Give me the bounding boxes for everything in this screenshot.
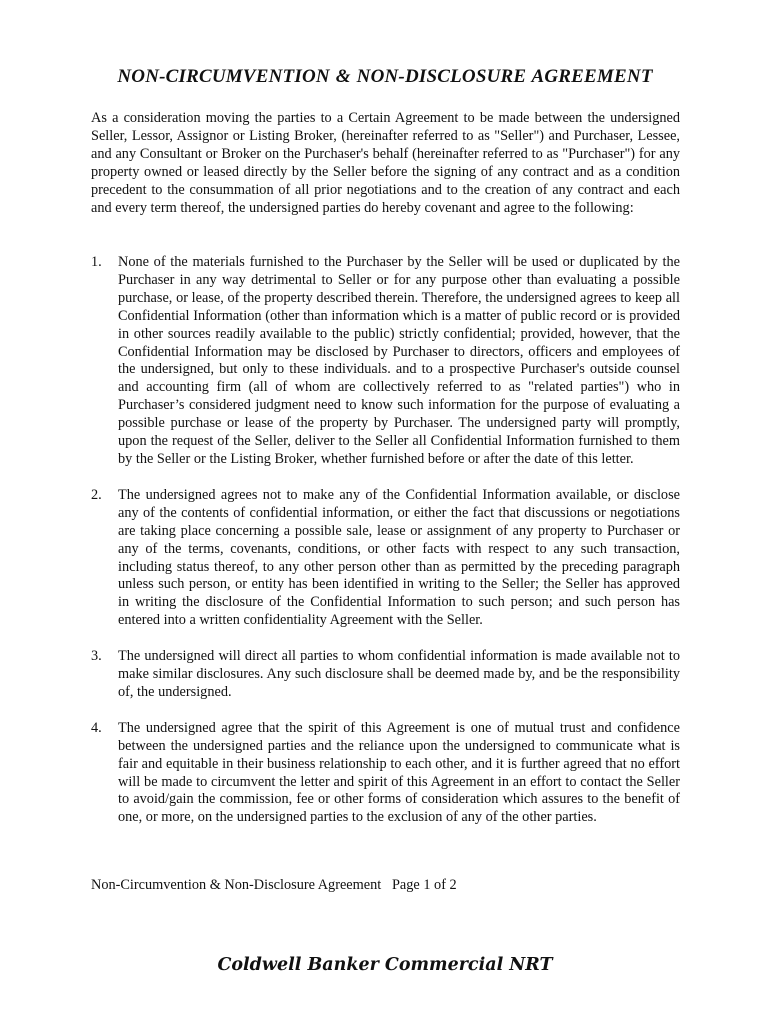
intro-paragraph: As a consideration moving the parties to a Certain Agreement to be made between the undersigned Seller, Lessor, Assignor or Listing Broker, (hereinafter referred to as "Seller") and Purchaser, Lessee, and any Consultant or Broker on the Purchaser's behalf (hereinafter referred to as "Purchaser") for any property owned or leased directly by the Seller before the signing of any contract and as a condition precedent to the consummation of all prior negotiations and to the creation of any contract and each and every term thereof, the undersigned parties do hereby covenant and agree to the following: bbox=[91, 110, 680, 216]
clause-number: 2. bbox=[91, 486, 102, 503]
clause-text: The undersigned agrees not to make any of the Confidential Information available, or disclose any of the contents of confidential information, or either the fact that discussions or negotiations are taking place concerning a possible sale, lease or assignment of any property to Purchaser or any of the terms, covenants, conditions, or other facts with respect to any such transaction, including status thereof, to any other person other than as permitted by the preceding paragraph unless such person, or entity has been identified in writing to the Seller; the Seller has approved in writing the disclosure of the Confidential Information to such person; and such person has entered into a written confidentiality Agreement with the Seller. bbox=[118, 486, 680, 629]
clause-item bbox=[91, 254, 680, 469]
clause-item bbox=[91, 648, 680, 702]
clause-item bbox=[91, 720, 680, 827]
clause-list bbox=[91, 254, 680, 845]
clause-text: None of the materials furnished to the Purchaser by the Seller will be used or duplicated by the Purchaser in any way detrimental to Seller or for any purpose other than evaluating a possible purchase, or lease, of the property described therein. Therefore, the undersigned agrees to keep all Confidential Information (other than information which is a matter of public record or is provided in other sources readily available to the public) strictly confidential; provided, however, that the Confidential Information may be disclosed by Purchaser to directors, officers and employees of the undersigned, but only to these individuals. and to a prospective Purchaser's outside counsel and accounting firm (all of whom are collectively referred to as "related parties") who in Purchaser’s considered judgment need to know such information for the purpose of evaluating a possible purchase or lease of the property by Purchaser. The undersigned party will promptly, upon the request of the Seller, deliver to the Seller all Confidential Information furnished to them by the Seller or the Listing Broker, whether furnished before or after the date of this letter. bbox=[118, 254, 680, 467]
clause-text: The undersigned will direct all parties to whom confidential information is made available not to make similar disclosures. Any such disclosure shall be deemed made by, and be the responsibility of, the undersigned. bbox=[118, 648, 680, 700]
clause-number: 1. bbox=[91, 254, 102, 270]
clause-item bbox=[91, 487, 680, 630]
document-title: NON-CIRCUMVENTION & NON-DISCLOSURE AGREEMENT bbox=[117, 66, 653, 87]
clause-number: 3. bbox=[91, 648, 102, 665]
clause-number: 4. bbox=[91, 719, 102, 736]
company-brand: Coldwell Banker Commercial NRT bbox=[217, 955, 553, 975]
page-footer: Non-Circumvention & Non-Disclosure Agreement Page 1 of 2 bbox=[91, 877, 457, 893]
clause-text: The undersigned agree that the spirit of this Agreement is one of mutual trust and confidence between the undersigned parties and the reliance upon the undersigned to communicate what is fair and equitable in their business relationship to each other, and it is further agreed that no effort will be made to circumvent the letter and spirit of this Agreement in an effort to contact the Seller to avoid/gain the commission, fee or other forms of consideration which assures to the benefit of one, or more, on the undersigned parties to the exclusion of any of the other parties. bbox=[118, 719, 680, 826]
